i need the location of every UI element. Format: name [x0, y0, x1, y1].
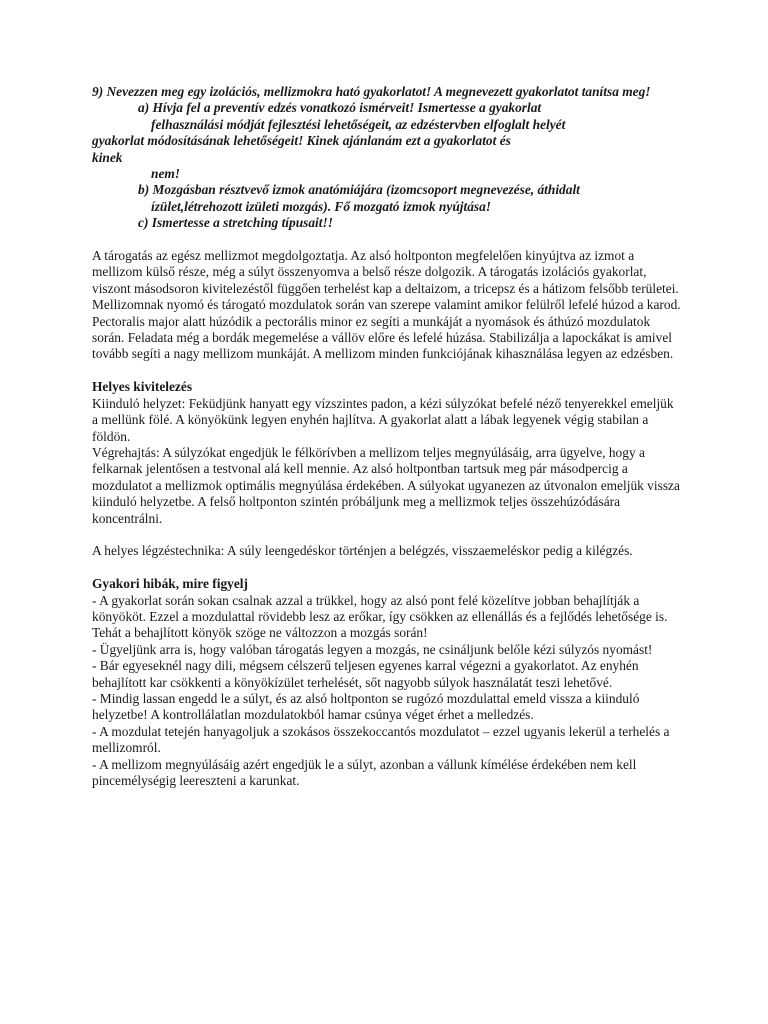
mistakes-heading: Gyakori hibák, mire figyelj [92, 576, 248, 592]
question-b-line2: ízület,létrehozott izületi mozgás). Fő mozgató izmok nyújtása! [151, 198, 492, 214]
question-a-line3: gyakorlat módosításának lehetőségeit! Kinek ajánlanám ezt a gyakorlatot és [92, 133, 511, 149]
mistake-item: - A mellizom megnyúlásáig azért engedjük le a súlyt, azonban a vállunk kímélése érdekében nem kell pincemélységig leereszteni a karunkat. [92, 756, 637, 788]
mistake-item: - Mindig lassan engedd le a súlyt, és az alsó holtponton se rugózó mozdulattal emeld vissza a kiinduló helyzetbe! A kontrollálatlan mozdulatokból hamar csúnya véget érhet a melledzés. [92, 690, 640, 723]
exam-question [92, 84, 682, 232]
question-b-line1: b) Mozgásban résztvevő izmok anatómiájára (izomcsoport megnevezése, áthidalt [138, 182, 580, 198]
document-page [92, 84, 682, 789]
question-a-line1: a) Hívja fel a preventív edzés vonatkozó ismérveit! Ismertesse a gyakorlat [138, 100, 542, 116]
execution-heading: Helyes kivitelezés [92, 379, 193, 395]
question-a-line2: felhasználási módját fejlesztési lehetőségeit, az edzéstervben elfoglalt helyét [151, 116, 566, 132]
question-part-c [92, 215, 682, 231]
mistake-item: - A gyakorlat során sokan csalnak azzal a trükkel, hogy az alsó pont felé közelítve jobban behajlítják a könyököt. Ezzel a mozdulattal rövidebb lesz az erőkar, így csökken az ellenállás és a fejlődés lehetősége is. Tehát a behajlított könyök szöge ne változzon a mozgás során! [92, 592, 668, 641]
spacer [92, 527, 682, 543]
mistake-item: - A mozdulat tetején hanyagoljuk a szokásos összekoccantós mozdulatot – ezzel ugyanis lekerül a terhelés a mellizomról. [92, 723, 670, 756]
question-main: 9) Nevezzen meg egy izolációs, mellizmokra ható gyakorlatot! A megnevezett gyakorlatot tanítsa meg! [92, 84, 651, 99]
intro-paragraph: A tárogatás az egész mellizmot megdolgoztatja. Az alsó holtponton megfelelően kinyújtva az izmot a mellizom külső része, még a súlyt összenyomva a belső része dolgozik. A tárogatás izolációs gyakorlat, viszont másodsoron kivitelezéstől függően terhelést kap a deltaizom, a tricepsz és a hátizom felsőbb területei. Mellizomnak nyomó és tárogató mozdulatok során van szerepe valamint amikor felülről lefelé húzod a karod. Pectoralis major alatt húzódik a pectorális minor ez segíti a munkáját a nyomások és áthúzó mozdulatok során. Feladata még a bordák megemelése a vállöv előre és lefelé húzása. Stabilizálja a lapockákat is amivel tovább segíti a nagy mellizom munkáját. A mellizom minden funkciójának kihasználása legyen az edzésben. [92, 248, 681, 362]
execution-paragraph: Végrehajtás: A súlyzókat engedjük le félkörívben a mellizom teljes megnyúlásáig, arra ügyelve, hogy a felkarnak jelentősen a testvonal alá kell mennie. Az alsó holtpontban tartsuk meg pár másodpercig a mozdulatot a mellizmok optimális megnyúlása érdekében. A súlyokat ugyanezen az útvonalon emeljük vissza kiinduló helyzetbe. A felső holtponton szintén próbáljunk meg a mellizmok teljes összehúzódására koncentrálni. [92, 444, 680, 526]
question-a-line5: nem! [151, 166, 181, 182]
breathing-paragraph: A helyes légzéstechnika: A súly leengedéskor történjen a belégzés, visszaemeléskor pedig a kilégzés. [92, 543, 633, 559]
mistake-item: - Ügyeljünk arra is, hogy valóban tárogatás legyen a mozgás, ne csináljunk belőle kézi súlyzós nyomást! [92, 641, 653, 657]
question-c-line1: c) Ismertesse a stretching típusait!! [138, 215, 333, 231]
spacer [92, 560, 682, 576]
question-part-b [92, 182, 682, 215]
mistake-item: - Bár egyeseknél nagy dili, mégsem célszerű teljesen egyenes karral végezni a gyakorlatot. Az enyhén behajlított kar csökkenti a könyökízület terhelését, sőt nagyobb súlyok használatát teszi lehetővé. [92, 658, 639, 690]
spacer [92, 363, 682, 379]
question-part-a [92, 100, 682, 182]
question-a-line4: kinek [92, 149, 123, 165]
start-position-paragraph: Kiinduló helyzet: Feküdjünk hanyatt egy vízszintes padon, a kézi súlyzókat befelé néző tenyerekkel emeljük a mellünk fölé. A könyökünk legyen enyhén hajlítva. A gyakorlat alatt a lábak legyenek végig stabilan a földön. [92, 395, 674, 444]
spacer [92, 232, 682, 248]
